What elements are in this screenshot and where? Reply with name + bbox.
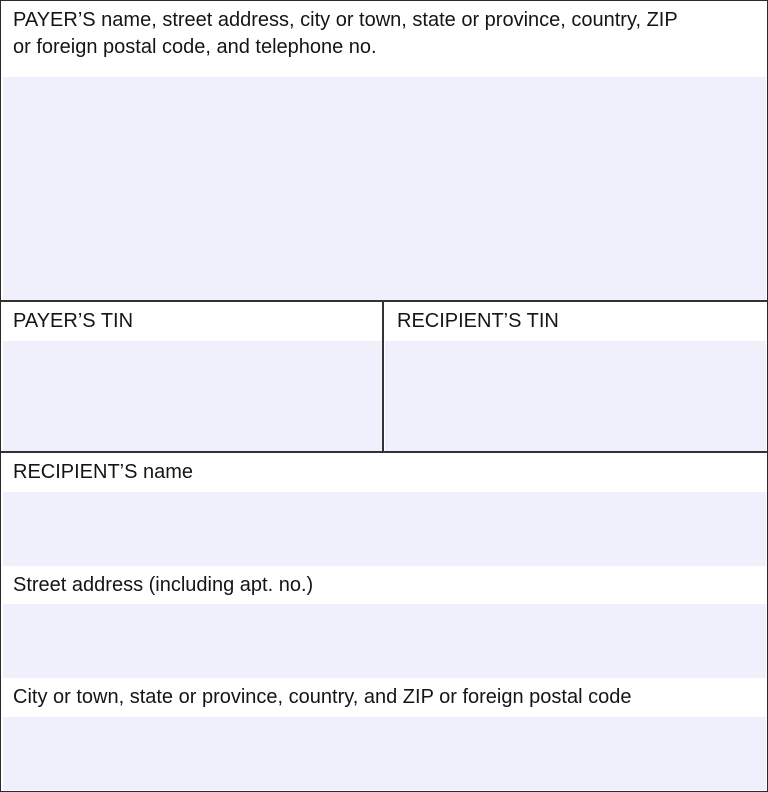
recipient-name-field[interactable]	[3, 492, 766, 566]
recipient-tin-field[interactable]	[385, 341, 766, 451]
city-state-zip-label: City or town, state or province, country, and ZIP or foreign postal code	[13, 686, 632, 708]
divider	[1, 451, 767, 453]
payer-address-label-line1: PAYER’S name, street address, city or town, state or province, country, ZIP	[13, 9, 678, 31]
payer-tin-label: PAYER’S TIN	[13, 310, 134, 332]
payer-address-field[interactable]	[3, 77, 766, 300]
street-address-label: Street address (including apt. no.)	[13, 574, 314, 596]
column-divider	[382, 300, 384, 452]
payer-address-label-line2: or foreign postal code, and telephone no.	[13, 36, 377, 58]
payer-tin-field[interactable]	[3, 341, 382, 451]
city-state-zip-field[interactable]	[3, 717, 766, 790]
divider	[1, 300, 767, 302]
recipient-name-label: RECIPIENT’S name	[13, 461, 194, 483]
street-address-field[interactable]	[3, 604, 766, 678]
recipient-tin-label: RECIPIENT’S TIN	[397, 310, 559, 332]
